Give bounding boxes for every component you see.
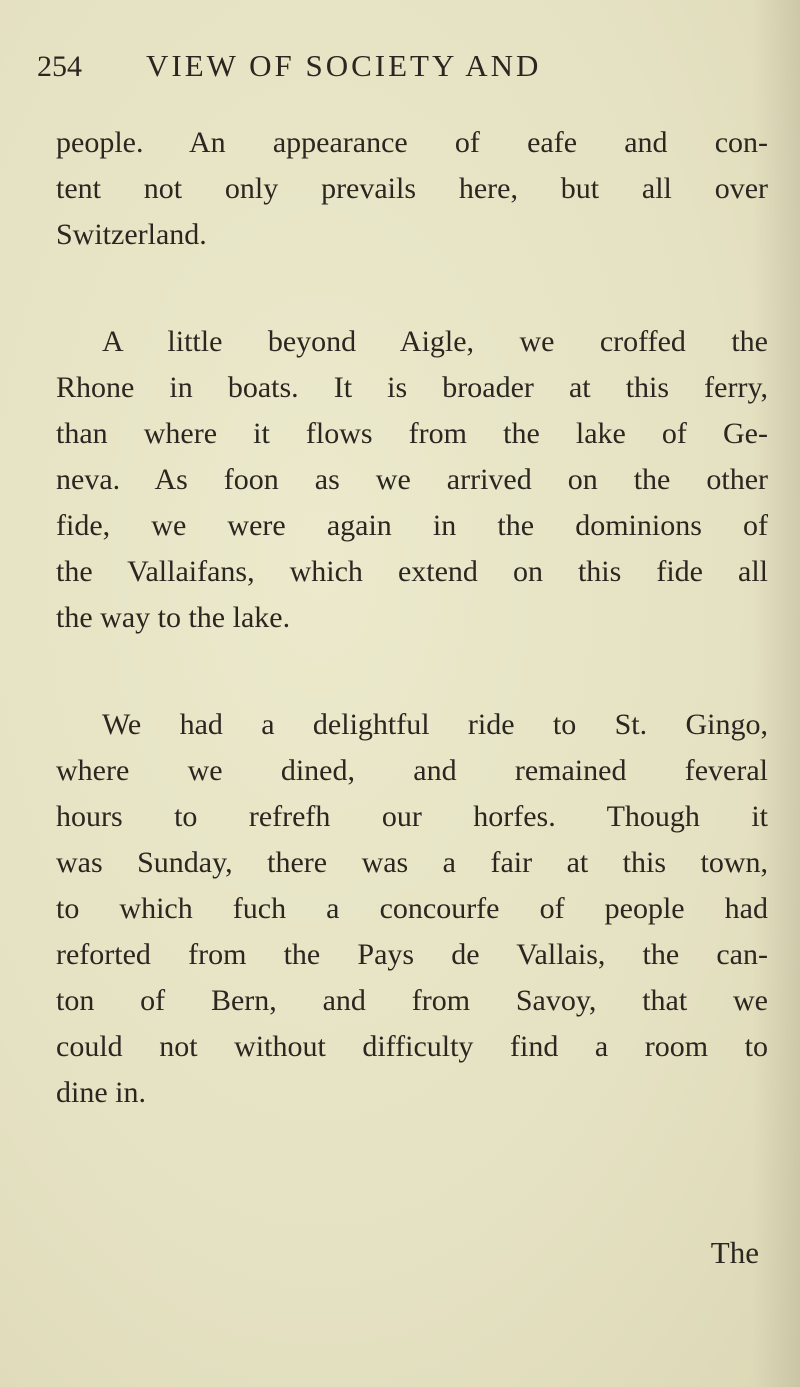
text-line: the way to the lake.	[56, 601, 291, 634]
text-line: to which fuch a concourfe of people had	[56, 892, 768, 925]
running-title: VIEW OF SOCIETY AND	[146, 48, 542, 83]
text-line: was Sunday, there was a fair at this town,	[56, 846, 768, 879]
catchword: The	[710, 1235, 759, 1270]
text-line: reforted from the Pays de Vallais, the can-	[56, 938, 768, 971]
page-number: 254	[37, 50, 82, 83]
text-line: dine in.	[56, 1076, 146, 1109]
text-line: where we dined, and remained feveral	[56, 754, 768, 787]
text-line: hours to refrefh our horfes. Though it	[56, 800, 768, 833]
text-line: tent not only prevails here, but all over	[56, 172, 768, 205]
text-line: Rhone in boats. It is broader at this ferry,	[56, 371, 768, 404]
text-line: A little beyond Aigle, we croffed the	[102, 325, 768, 358]
text-line: the Vallaifans, which extend on this fide all	[56, 555, 768, 588]
text-line: We had a delightful ride to St. Gingo,	[102, 708, 768, 741]
text-line: fide, we were again in the dominions of	[56, 509, 768, 542]
text-line: people. An appearance of eafe and con-	[56, 126, 768, 159]
running-header	[37, 48, 542, 84]
text-line: neva. As foon as we arrived on the other	[56, 463, 768, 496]
text-line: ton of Bern, and from Savoy, that we	[56, 984, 768, 1017]
text-line: Switzerland.	[56, 218, 207, 251]
text-line: than where it flows from the lake of Ge-	[56, 417, 768, 450]
text-line: could not without difficulty find a room to	[56, 1030, 768, 1063]
